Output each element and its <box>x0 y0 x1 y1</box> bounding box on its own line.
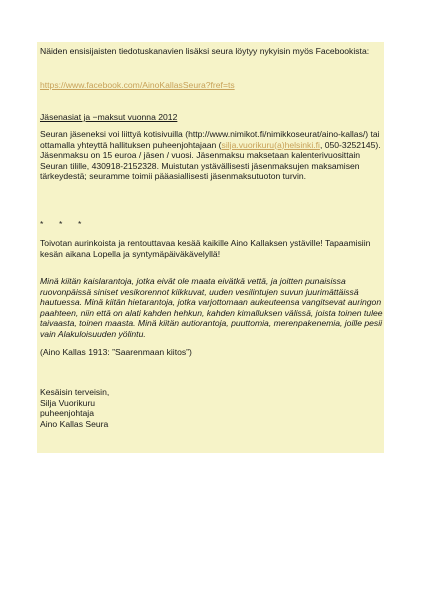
membership-text-end: , 050-3252145). Jäsenmaksu on 15 euroa / jäsen / vuosi. Jäsenmaksu maksetaan kalenterivuosittain Seuran tilille, 430918-2152328. Muistutan ystävällisesti jäsenmaksujen maksamisen tärkeydestä; seuramme toimii pääasiallisesti jäsenmaksutuoton turvin. <box>40 139 381 182</box>
separator-star: * <box>59 219 63 229</box>
facebook-link-paragraph <box>40 80 383 91</box>
membership-heading: Jäsenasiat ja −maksut vuonna 2012 <box>40 112 178 122</box>
membership-text-start: Seuran jäseneksi voi liittyä kotisivuilla (http://www.nimikot.fi/nimikkoseurat/aino-kallas/) tai ottamalla yhteyttä hallituksen puheenjohtajaan ( <box>40 129 380 150</box>
signature-closing: Kesäisin terveisin, <box>40 387 110 397</box>
section-separator <box>40 219 383 230</box>
separator-star: * <box>78 219 82 229</box>
signature-name: Silja Vuorikuru <box>40 397 96 408</box>
signature-block <box>40 387 383 429</box>
signature-organization: Aino Kallas Seura <box>40 418 109 429</box>
poem-quote: Minä kiitän kaislarantoja, jotka eivät ole maata eivätkä vettä, ja joitten punaisissa ruovonpäissä siniset vesikorennot kiikkuvat, uuden vesilintujen suvun juurimättäissä hautuessa. Minä kiitän hietarantoja, jotka varjottomaan aukeuteensa vangitsevat auringon paahteen, niin että on alati kahden hehkun, kahden kimalluksen välissä, joista toinen tulee taivaasta, toinen maasta. Minä kiitän autiorantoja, puuttomia, merenpakenemia, joille pesii vain Alakuloisuuden yölintu. <box>40 276 383 339</box>
quote-source: (Aino Kallas 1913: ”Saarenmaan kiitos”) <box>40 347 192 357</box>
facebook-link[interactable]: https://www.facebook.com/AinoKallasSeura?fref=ts <box>40 80 235 90</box>
membership-paragraph <box>40 129 383 182</box>
email-link[interactable]: silja.vuorikuru(a)helsinki.fi <box>221 139 320 150</box>
intro-text: Näiden ensisijaisten tiedotuskanavien lisäksi seura löytyy nykyisin myös Facebookista: <box>40 46 370 56</box>
separator-star: * <box>40 219 44 229</box>
signature-title: puheenjohtaja <box>40 408 95 419</box>
greeting-text: Toivotan aurinkoista ja rentouttavaa kesää kaikille Aino Kallaksen ystäville! Tapaamisiin kesän aikana Lopella ja syntymäpäiväkävelyllä! <box>40 238 371 259</box>
